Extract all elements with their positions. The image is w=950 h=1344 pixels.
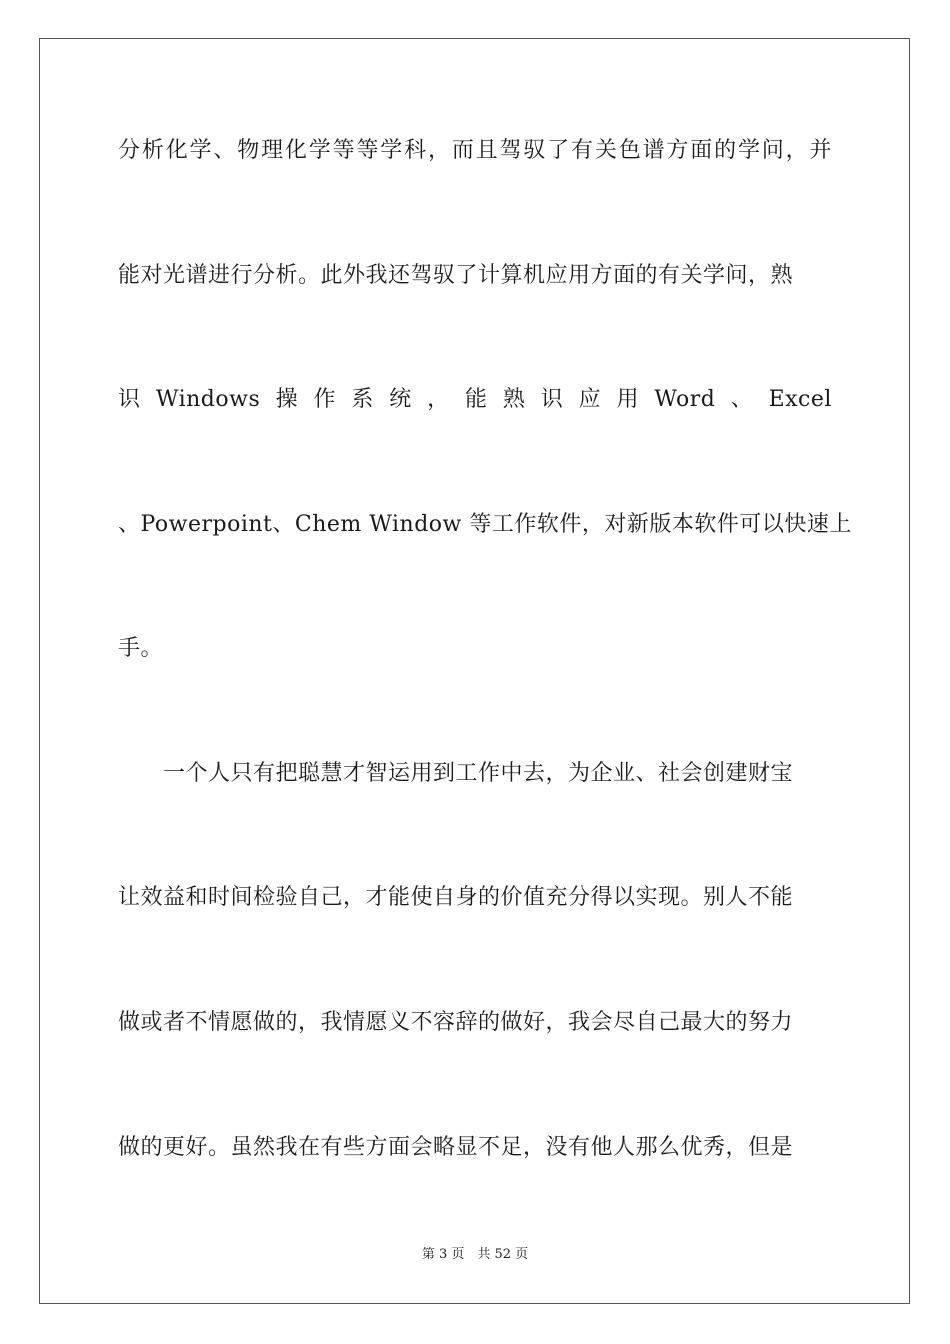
line-text: 做的更好。虽然我在有些方面会略显不足，没有他人那么优秀，但是: [118, 1135, 794, 1160]
line-char: 并: [809, 138, 832, 163]
line-text: 让效益和时间检验自己，才能使自身的价值充分得以实现。别人不能: [118, 885, 794, 910]
spaced-token: 识: [118, 387, 141, 412]
line-text: 做或者不情愿做的，我情愿义不容辞的做好，我会尽自己最大的努力: [118, 1010, 794, 1035]
line-char: 方: [666, 138, 689, 163]
spaced-token: 、: [730, 387, 754, 412]
paragraph-line-7: [118, 883, 832, 913]
line-text: 手。: [118, 636, 164, 661]
paragraph-line-8: [118, 1008, 832, 1038]
paragraph-line-9: [118, 1133, 832, 1163]
spaced-token: 能: [465, 387, 488, 412]
line-text: 一个人只有把聪慧才智运用到工作中去，为企业、社会创建财宝: [118, 761, 794, 786]
spaced-token: 熟: [502, 387, 526, 412]
spaced-token: 作: [313, 387, 337, 412]
line-char: 、: [213, 138, 236, 163]
spaced-token: 操: [275, 387, 299, 412]
spaced-token: 统: [389, 387, 412, 412]
line-char: 学: [737, 138, 761, 163]
line-char: 了: [547, 138, 570, 163]
line-char: 物: [237, 138, 260, 163]
line-char: 化: [165, 138, 189, 163]
spaced-token: 用: [616, 387, 640, 412]
page-number-footer: [0, 1246, 950, 1264]
line-char: 面: [690, 138, 713, 163]
spaced-token: Word: [654, 387, 716, 412]
paragraph-line-5: [118, 634, 832, 664]
spaced-token: Windows: [155, 387, 261, 412]
line-char: ，: [427, 138, 451, 163]
line-char: 科: [404, 138, 427, 163]
line-char: 色: [618, 138, 642, 163]
page-border: [39, 38, 910, 1304]
paragraph-line-6: [118, 759, 832, 789]
page-number: 第 3 页 共 52 页: [421, 1247, 529, 1262]
line-text: 、Powerpoint、Chem Window 等工作软件，对新版本软件可以快速上: [118, 512, 852, 537]
line-char: 谱: [642, 138, 666, 163]
line-char: 学: [380, 138, 403, 163]
line-char: 学: [308, 138, 332, 163]
line-char: 关: [594, 138, 618, 163]
line-char: 驾: [499, 138, 523, 163]
line-char: ，: [785, 138, 809, 163]
line-char: 学: [189, 138, 213, 163]
line-char: 且: [475, 138, 499, 163]
line-char: 问: [761, 138, 785, 163]
spaced-token: Excel: [768, 387, 832, 412]
paragraph-line-3-spaced: [118, 385, 832, 415]
paragraph-line-4: [118, 510, 852, 540]
line-char: 化: [284, 138, 308, 163]
line-char: 析: [141, 138, 165, 163]
spaced-token: 识: [540, 387, 564, 412]
spaced-token: ，: [427, 387, 450, 412]
line-char: 有: [571, 138, 594, 163]
line-char: 等: [332, 138, 356, 163]
line-text: 能对光谱进行分析。此外我还驾驭了计算机应用方面的有关学问，熟: [118, 263, 794, 288]
line-char: 等: [356, 138, 379, 163]
line-char: 驭: [523, 138, 546, 163]
paragraph-line-1: [118, 136, 832, 166]
line-char: 而: [451, 138, 475, 163]
line-char: 的: [714, 138, 737, 163]
line-char: 分: [118, 138, 141, 163]
spaced-token: 系: [351, 387, 374, 412]
spaced-token: 应: [578, 387, 602, 412]
line-char: 理: [261, 138, 284, 163]
paragraph-line-2: [118, 261, 832, 291]
